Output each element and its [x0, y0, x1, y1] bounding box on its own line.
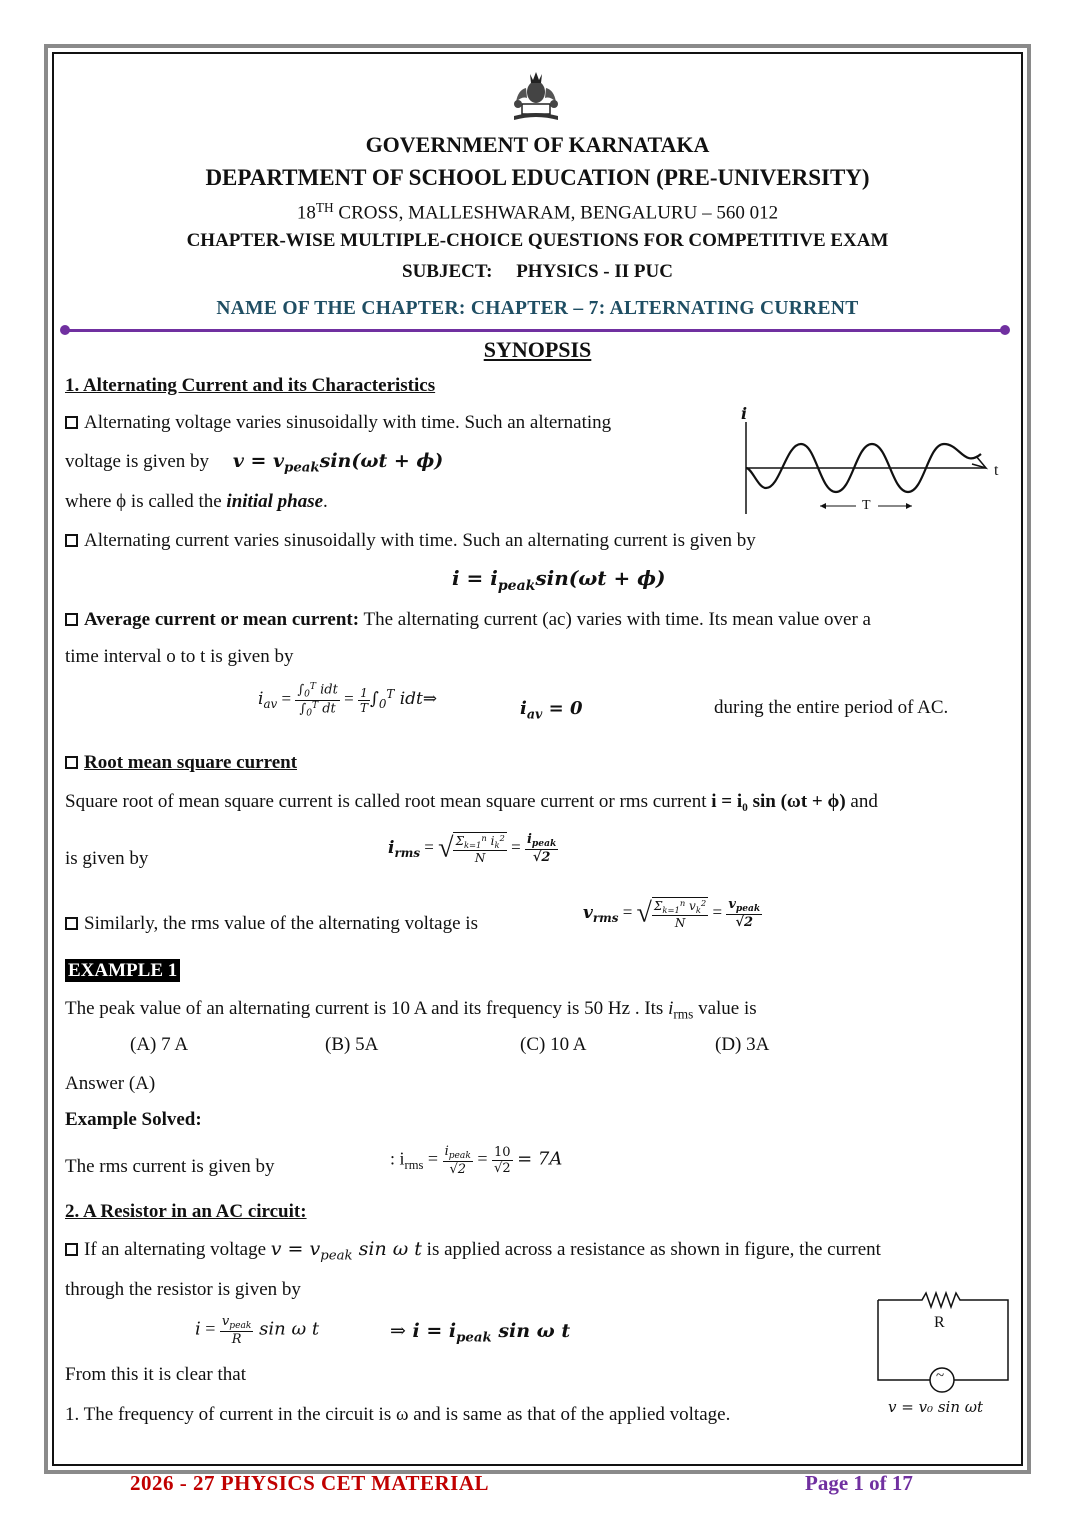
voltage-equation: $v = v_{peak}\sin(\omega t + \phi)$: [232, 450, 444, 476]
graph-y-label: i: [741, 404, 748, 423]
section1-para2: Alternating current varies sinusoidally with time. Such an alternating current is given by: [65, 528, 756, 554]
current-equation: $i = i_{peak}\sin(\omega t + \phi)$: [452, 566, 666, 594]
sine-wave-graph: [736, 406, 1016, 518]
divider-dot-right: [1000, 325, 1010, 335]
example1-solved-label: Example Solved:: [65, 1109, 202, 1130]
graph-x-label: t: [994, 462, 999, 479]
header-mcq-title: CHAPTER-WISE MULTIPLE-CHOICE QUESTIONS FOR COMPETITIVE EXAM: [186, 230, 889, 251]
checkbox-bullet-icon: [65, 756, 78, 769]
section2-para2: through the resistor is given by: [65, 1279, 301, 1300]
checkbox-bullet-icon: [65, 917, 78, 930]
option-a: (A) 7 A: [130, 1034, 189, 1055]
option-b: (B) 5A: [325, 1034, 379, 1055]
option-c: (C) 10 A: [520, 1034, 587, 1055]
rms-definition: Square root of mean square current is called root mean square current or rms current i = i₀ sin (ωt + ϕ) and: [65, 791, 878, 812]
example1-solved-text: The rms current is given by: [65, 1156, 275, 1177]
checkbox-bullet-icon: [65, 416, 78, 429]
example1-question: The peak value of an alternating current is 10 A and its frequency is 50 Hz . Its $i_{rms}$ value is: [65, 998, 757, 1022]
option-d: (D) 3A: [715, 1034, 770, 1055]
average-current-zero: $i_{av} = 0$: [520, 698, 583, 722]
example1-tag-row: [65, 958, 180, 984]
footer-material: 2026 - 27 PHYSICS CET MATERIAL: [130, 1471, 490, 1495]
rms-given-by: is given by: [65, 848, 149, 869]
header-address: 18TH CROSS, MALLESHWARAM, BENGALURU – 560 012: [296, 200, 779, 224]
average-current-equation: $i_{av}$ = $\frac{\int_0^T idt}{\int_0^T dt}$ = $\frac{1}{T}$ $\int_0^T$ idt⇒: [258, 682, 438, 719]
source-voltage-label: v = v₀ sin ωt: [888, 1398, 984, 1416]
graph-period-label: T: [862, 498, 871, 513]
divider: [64, 329, 1006, 332]
rms-voltage-equation: $v_{rms}$ = √ $\frac{\Sigma_{k=1}^n v_k^2}{N}$ = $\frac{v_{peak}}{√2}$: [583, 897, 761, 931]
section2-para3: From this it is clear that: [65, 1364, 247, 1385]
example1-answer: Answer (A): [65, 1073, 156, 1094]
average-current-note: during the entire period of AC.: [714, 697, 949, 718]
page-number: Page 1 of 17: [805, 1471, 913, 1495]
resistor-current-equation: i = $\frac{v_{peak}}{R}$ sin ω t: [195, 1314, 320, 1348]
average-current-para-2: time interval o to t is given by: [65, 646, 294, 667]
checkbox-bullet-icon: [65, 1243, 78, 1256]
header-department: DEPARTMENT OF SCHOOL EDUCATION (PRE-UNIVERSITY): [205, 165, 870, 190]
example1-solution-equation: : $i_{rms}$ = $\frac{i_{peak}}{√2}$ = $\frac{10}{√2}$ = 7A: [390, 1144, 563, 1178]
section2-para1: If an alternating voltage $v = v_{peak}$ sin ω t is applied across a resistance as shown in figure, the current: [65, 1236, 1009, 1270]
checkbox-bullet-icon: [65, 534, 78, 547]
synopsis-title: SYNOPSIS: [483, 337, 592, 362]
rms-current-equation: $i_{rms}$ = √ $\frac{\Sigma_{k=1}^n i_k^2}{N}$ = $\frac{i_{peak}}{√2}$: [388, 832, 557, 866]
checkbox-bullet-icon: [65, 613, 78, 626]
chapter-name: NAME OF THE CHAPTER: CHAPTER – 7: ALTERNATING CURRENT: [216, 298, 859, 319]
section2-title: 2. A Resistor in an AC circuit:: [65, 1201, 307, 1222]
header-govt: GOVERNMENT OF KARNATAKA: [365, 132, 710, 157]
karnataka-emblem-icon: [500, 66, 572, 122]
rms-title: Root mean square current: [65, 750, 297, 776]
resistor-label: R: [934, 1314, 945, 1331]
resistor-current-result: ⇒ $i = i_{peak}$ sin ω t: [390, 1320, 571, 1346]
section1-title: 1. Alternating Current and its Characteristics: [65, 375, 436, 396]
average-current-para: Average current or mean current: The alternating current (ac) varies with time. Its mean value over a: [65, 607, 1009, 633]
section2-para4: 1. The frequency of current in the circuit is ω and is same as that of the applied voltage.: [65, 1404, 731, 1425]
example1-tag: EXAMPLE 1: [65, 959, 180, 982]
header-subject: SUBJECT: PHYSICS - II PUC: [402, 261, 673, 282]
ac-source-icon: ~: [936, 1368, 945, 1384]
section1-voltage-line: voltage is given by $v = v_{peak}\sin(\omega t + \phi)$: [65, 450, 444, 476]
section1-para1: Alternating voltage varies sinusoidally with time. Such an alternating: [65, 410, 725, 436]
initial-phase-line: where ϕ is called the initial phase.: [65, 491, 328, 512]
divider-dot-left: [60, 325, 70, 335]
rms-voltage-line: Similarly, the rms value of the alternating voltage is: [65, 911, 478, 937]
